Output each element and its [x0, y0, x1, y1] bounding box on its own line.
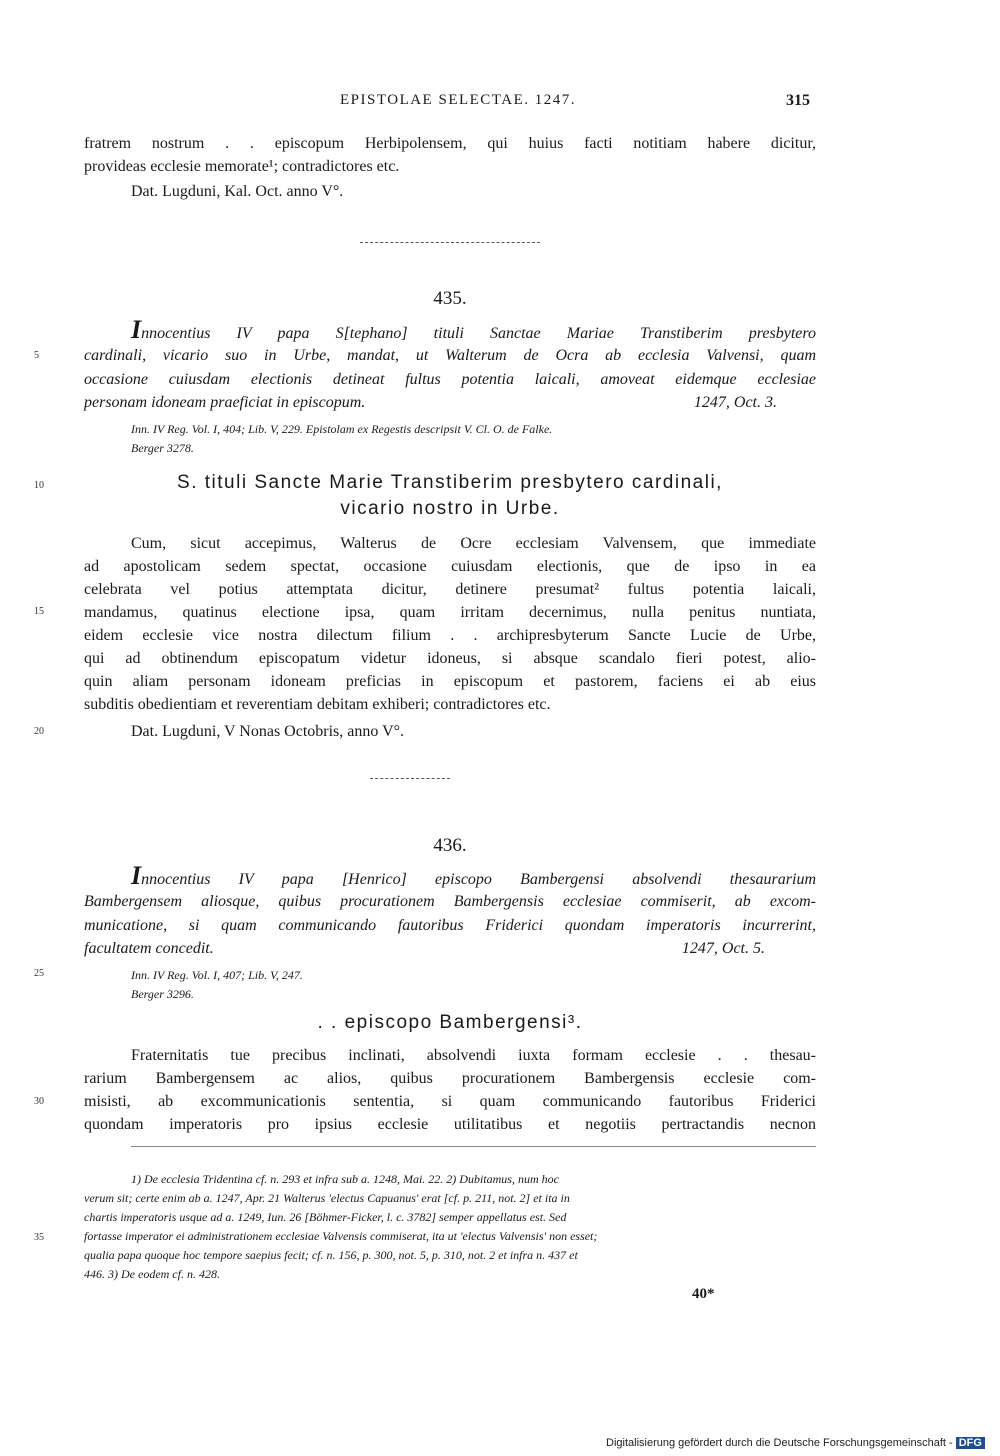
- line-number: 20: [34, 726, 44, 737]
- text-line: celebrata vel potius attemptata dicitur, detinere presumat² fultus potentia laicali,: [84, 581, 816, 598]
- text-line: Cum, sicut accepimus, Walterus de Ocre ecclesiam Valvensem, que immediate: [131, 535, 816, 552]
- footnote-line: chartis imperatoris usque ad a. 1249, Iun. 26 [Böhmer-Ficker, l. c. 3782] semper appellatus est. Sed: [84, 1210, 567, 1224]
- register-reference: Inn. IV Reg. Vol. I, 404; Lib. V, 229. Epistolam ex Regestis descripsit V. Cl. O. de Falke.: [131, 422, 553, 436]
- footnote-line: 1) De ecclesia Tridentina cf. n. 293 et infra sub a. 1248, Mai. 22. 2) Dubitamus, num hoc: [131, 1172, 559, 1186]
- dating-line: Dat. Lugduni, Kal. Oct. anno V°.: [131, 183, 344, 200]
- summary-text: facultatem concedit.: [84, 940, 214, 957]
- document-number: 436.: [433, 835, 467, 856]
- dfg-funding-note: [606, 1437, 985, 1449]
- text-line: subditis obedientiam et reverentiam debitam exhiberi; contradictores etc.: [84, 696, 551, 713]
- summary-line: Bambergensem aliosque, quibus procurationem Bambergensis ecclesiae commiserit, ab excom-: [84, 893, 816, 910]
- summary-line: [131, 315, 816, 345]
- line-number: 25: [34, 968, 44, 979]
- text-line: ad apostolicam sedem spectat, occasione cuiusdam electionis, que de ipso in ea: [84, 558, 816, 575]
- footnote-line: 446. 3) De eodem cf. n. 428.: [84, 1267, 220, 1281]
- dfg-logo: DFG: [956, 1437, 985, 1449]
- text-line: misisti, ab excommunicationis sententia, si quam communicando fautoribus Friderici: [84, 1093, 816, 1110]
- page-number: 315: [786, 92, 810, 109]
- footnote-line: fortasse imperator ei administrationem ecclesiae Valvensis commiserat, ita ut 'electus Valvensis' non esset;: [84, 1229, 598, 1243]
- footnote-rule: [131, 1146, 816, 1147]
- running-title: EPISTOLAE SELECTAE. 1247.: [340, 92, 577, 108]
- summary-text: personam idoneam praeficiat in episcopum.: [84, 394, 366, 411]
- line-number: 15: [34, 606, 44, 617]
- footnote-line: qualia papa quoque hoc tempore saepius fecit; cf. n. 156, p. 300, not. 5, p. 310, not. 2 et infra n. 437 et: [84, 1248, 578, 1262]
- drop-initial: I: [131, 861, 142, 890]
- sheet-signature: 40*: [692, 1286, 715, 1302]
- document-number: 435.: [433, 288, 467, 309]
- address-heading: vicario nostro in Urbe.: [340, 498, 560, 519]
- address-heading: . . episcopo Bambergensi³.: [317, 1012, 583, 1033]
- line-number: 10: [34, 480, 44, 491]
- line-number: 35: [34, 1232, 44, 1243]
- register-reference: Berger 3296.: [131, 987, 194, 1001]
- text-line: eidem ecclesie vice nostra dilectum filium . . archipresbyterum Sancte Lucie de Urbe,: [84, 627, 816, 644]
- section-separator: [360, 242, 540, 243]
- summary-text: nnocentius IV papa [Henrico] episcopo Bambergensi absolvendi thesaurarium: [141, 871, 816, 888]
- summary-text: nnocentius IV papa S[tephano] tituli Sanctae Mariae Transtiberim presbytero: [141, 325, 816, 342]
- text-line: quondam imperatoris pro ipsius ecclesie utilitatibus et negotiis pertractandis necnon: [84, 1116, 816, 1133]
- summary-line: cardinali, vicario suo in Urbe, mandat, ut Walterum de Ocra ab ecclesia Valvensi, quam: [84, 347, 816, 364]
- text-line: mandamus, quatinus electione ipsa, quam irritam decernimus, nulla penitus nuntiata,: [84, 604, 816, 621]
- summary-line: municatione, si quam communicando fautoribus Friderici quondam imperatoris incurrerint,: [84, 917, 816, 934]
- summary-line: occasione cuiusdam electionis detineat fultus potentia laicali, amoveat eidemque ecclesiae: [84, 371, 816, 388]
- section-separator: [370, 778, 450, 779]
- register-reference: Inn. IV Reg. Vol. I, 407; Lib. V, 247.: [131, 968, 303, 982]
- dating-line: Dat. Lugduni, V Nonas Octobris, anno V°.: [131, 723, 405, 740]
- summary-line: [84, 391, 777, 414]
- dfg-text: Digitalisierung gefördert durch die Deutsche Forschungsgemeinschaft -: [606, 1437, 953, 1449]
- line-number: 30: [34, 1096, 44, 1107]
- text-line: qui ad obtinendum episcopatum videtur idoneus, si absque scandalo fieri potest, alio-: [84, 650, 816, 667]
- address-heading: S. tituli Sancte Marie Transtiberim presbytero cardinali,: [177, 472, 723, 493]
- line-number: 5: [34, 350, 39, 361]
- summary-line: [84, 937, 765, 960]
- text-line: Fraternitatis tue precibus inclinati, absolvendi iuxta formam ecclesie . . thesau-: [131, 1047, 816, 1064]
- document-date: 1247, Oct. 3.: [693, 394, 777, 411]
- text-line: provideas ecclesie memorate¹; contradictores etc.: [84, 158, 400, 175]
- summary-line: [131, 861, 816, 891]
- register-reference: Berger 3278.: [131, 441, 194, 455]
- text-line: rarium Bambergensem ac alios, quibus procurationem Bambergensis ecclesie com-: [84, 1070, 816, 1087]
- text-line: fratrem nostrum . . episcopum Herbipolensem, qui huius facti notitiam habere dicitur,: [84, 135, 816, 152]
- document-date: 1247, Oct. 5.: [681, 940, 765, 957]
- footnote-line: verum sit; certe enim ab a. 1247, Apr. 21 Walterus 'electus Capuanus' erat [cf. p. 211, not. 2] et ita in: [84, 1191, 570, 1205]
- text-line: quin aliam personam idoneam preficias in episcopum et pastorem, faciens ei ab eius: [84, 673, 816, 690]
- drop-initial: I: [131, 315, 142, 344]
